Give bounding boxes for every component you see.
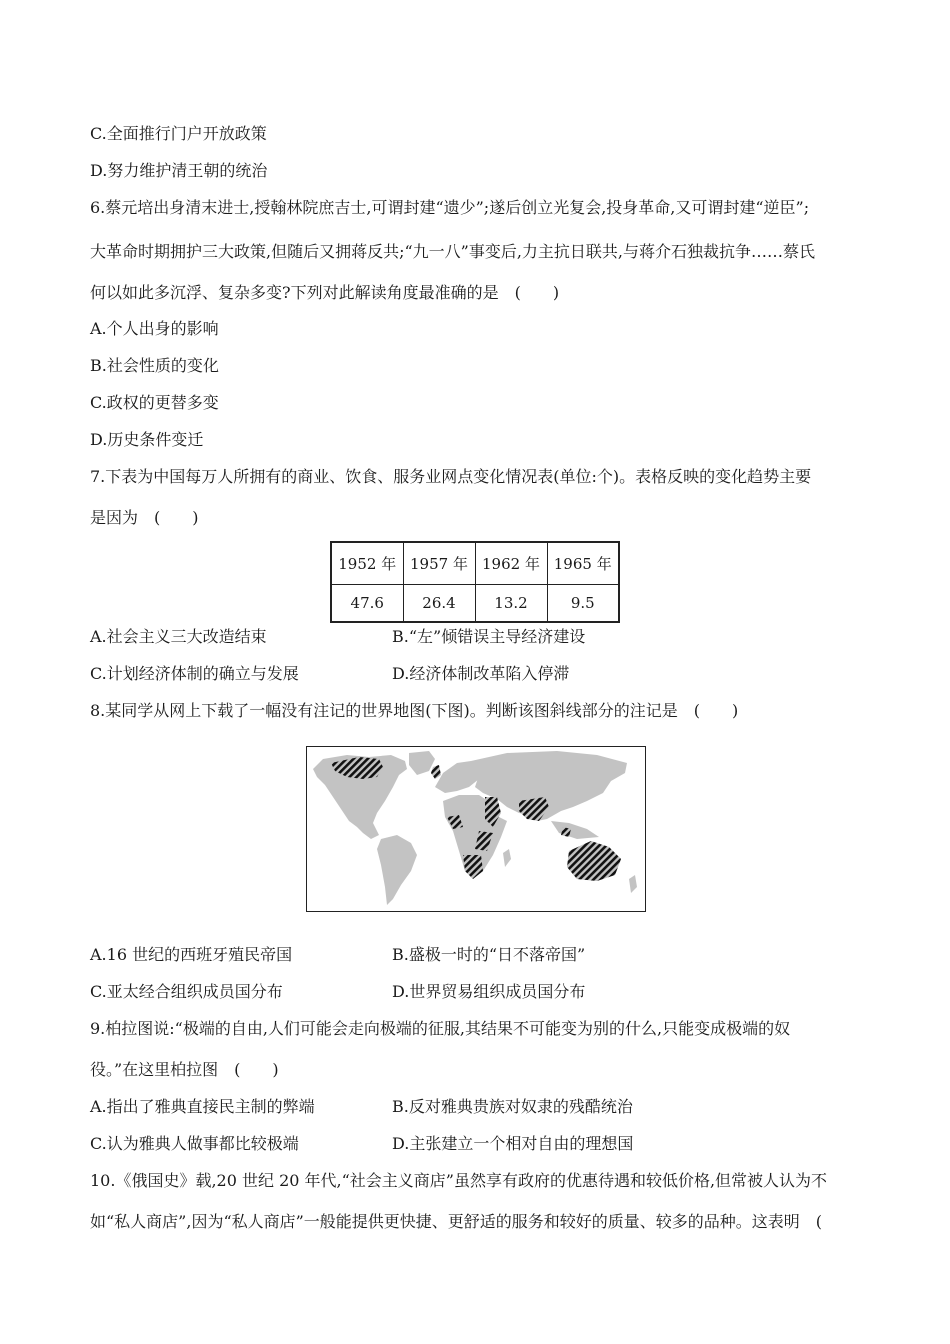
option-6b: B.社会性质的变化 [90,356,219,375]
option-8c: C.亚太经合组织成员国分布 [90,982,283,1001]
option-9c: C.认为雅典人做事都比较极端 [90,1134,299,1153]
south-america-shape [377,835,417,905]
table-cell-value: 47.6 [331,585,403,622]
table-cell-year: 1952 年 [331,542,403,585]
question-8-stem: 8.某同学从网上下载了一幅没有注记的世界地图(下图)。判断该图斜线部分的注记是 ( ) [90,701,739,720]
southeast-asia-shape [551,821,599,839]
option-8b: B.盛极一时的“日不落帝国” [392,945,586,964]
world-map-figure [307,747,645,911]
table-cell-value: 26.4 [403,585,475,622]
question-6-line-2: 大革命时期拥护三大政策,但随后又拥蒋反共;“九一八”事变后,力主抗日联共,与蒋介石独裁抗争……蔡氏 [90,242,816,261]
option-7d: D.经济体制改革陷入停滞 [392,664,570,683]
option-7b: B.“左”倾错误主导经济建设 [392,627,586,646]
hatched-southern-africa [463,855,483,879]
question-7-line-1: 7.下表为中国每万人所拥有的商业、饮食、服务业网点变化情况表(单位:个)。表格反映的变化趋势主要 [90,467,812,486]
option-9d: D.主张建立一个相对自由的理想国 [392,1134,634,1153]
option-7a: A.社会主义三大改造结束 [90,627,267,646]
question-10-line-1: 10.《俄国史》载,20 世纪 20 年代,“社会主义商店”虽然享有政府的优惠待遇和较低价格,但常被人认为不 [90,1171,828,1190]
world-map [306,746,646,912]
question-7-line-2: 是因为 ( ) [90,508,199,527]
table-header-row [331,542,619,585]
table-value-row [331,585,619,622]
option-6a: A.个人出身的影响 [90,319,219,338]
option-5c: C.全面推行门户开放政策 [90,124,267,143]
madagascar-shape [503,849,511,867]
table-cell-value: 13.2 [475,585,547,622]
new-zealand-shape [629,875,637,893]
outlet-table [330,541,620,623]
question-9-line-2: 役。”在这里柏拉图 ( ) [90,1060,279,1079]
option-8d: D.世界贸易组织成员国分布 [392,982,586,1001]
hatched-australia [567,841,621,881]
question-10-line-2: 如“私人商店”,因为“私人商店”一般能提供更快捷、更舒适的服务和较好的质量、较多的品种。这表明 ( [90,1212,823,1231]
option-9a: A.指出了雅典直接民主制的弊端 [90,1097,315,1116]
greenland-shape [409,751,435,775]
option-6c: C.政权的更替多变 [90,393,219,412]
table-cell-year: 1962 年 [475,542,547,585]
option-6d: D.历史条件变迁 [90,430,204,449]
table-cell-year: 1965 年 [547,542,619,585]
option-7c: C.计划经济体制的确立与发展 [90,664,299,683]
question-9-line-1: 9.柏拉图说:“极端的自由,人们可能会走向极端的征服,其结果不可能变为别的什么,只能变成极端的奴 [90,1019,791,1038]
table-cell-year: 1957 年 [403,542,475,585]
option-9b: B.反对雅典贵族对奴隶的残酷统治 [392,1097,633,1116]
hatched-britain [431,765,441,779]
question-6-line-1: 6.蔡元培出身清末进士,授翰林院庶吉士,可谓封建“遗少”;遂后创立光复会,投身革命,又可谓封建“逆臣”; [90,198,810,217]
option-5d: D.努力维护清王朝的统治 [90,161,268,180]
table-cell-value: 9.5 [547,585,619,622]
option-8a: A.16 世纪的西班牙殖民帝国 [90,945,293,964]
question-6-line-3: 何以如此多沉浮、复杂多变?下列对此解读角度最准确的是 ( ) [90,283,560,302]
